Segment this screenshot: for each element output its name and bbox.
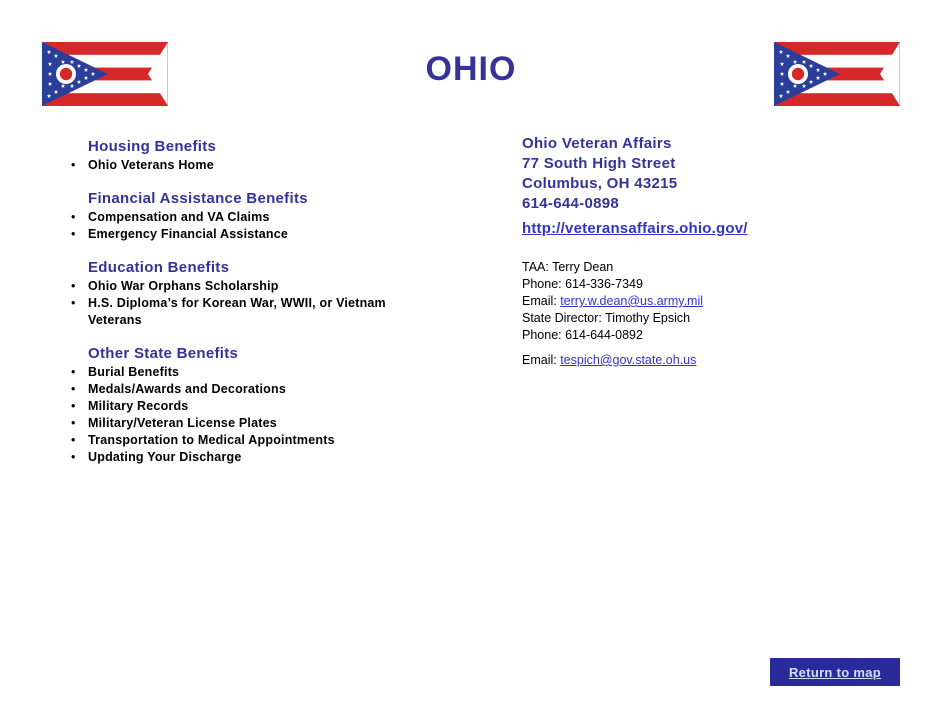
list-item: • Medals/Awards and Decorations [70, 381, 490, 398]
list-item: • Military Records [70, 398, 490, 415]
agency-column [522, 134, 882, 369]
section-heading: Other State Benefits [88, 345, 239, 362]
agency-street: 77 South High Street [522, 155, 676, 172]
taa-name: TAA: Terry Dean [522, 260, 614, 274]
email-label: Email: [522, 353, 561, 367]
agency-city: Columbus, OH 43215 [522, 175, 678, 192]
taa-email-link[interactable]: terry.w.dean@us.army.mil [560, 294, 704, 308]
list-item: • Ohio Veterans Home [70, 157, 490, 174]
email-label: Email: [522, 294, 561, 308]
agency-name: Ohio Veteran Affairs [522, 135, 672, 152]
section-heading: Education Benefits [88, 259, 230, 276]
section-financial [70, 190, 490, 243]
benefits-column [70, 138, 490, 482]
section-heading: Housing Benefits [88, 138, 217, 155]
section-other [70, 345, 490, 466]
page-title: OHIO [425, 50, 517, 88]
agency-website-link[interactable]: http://veteransaffairs.ohio.gov/ [522, 220, 748, 237]
list-item: • Military/Veteran License Plates [70, 415, 490, 432]
taa-email-line [522, 293, 882, 310]
benefit-list [70, 209, 490, 243]
taa-phone: Phone: 614-336-7349 [522, 277, 643, 291]
list-item: • Burial Benefits [70, 364, 490, 381]
benefit-list [70, 278, 490, 329]
section-heading: Financial Assistance Benefits [88, 190, 308, 207]
list-item: • Transportation to Medical Appointments [70, 432, 490, 449]
list-item: • Compensation and VA Claims [70, 209, 490, 226]
return-to-map-button[interactable]: Return to map [770, 658, 900, 686]
list-item: • Ohio War Orphans Scholarship [70, 278, 490, 295]
section-housing [70, 138, 490, 174]
benefit-list [70, 364, 490, 466]
list-item: • H.S. Diploma’s for Korean War, WWII, or Vietnam Veterans [70, 295, 408, 329]
section-education [70, 259, 490, 329]
director-phone: Phone: 614-644-0892 [522, 328, 643, 342]
director-email-link[interactable]: tespich@gov.state.oh.us [560, 353, 697, 367]
agency-phone: 614-644-0898 [522, 195, 620, 212]
director-name: State Director: Timothy Epsich [522, 311, 691, 325]
list-item: • Updating Your Discharge [70, 449, 490, 466]
contact-block [522, 259, 882, 369]
benefit-list [70, 157, 490, 174]
director-email-line [522, 352, 882, 369]
list-item: • Emergency Financial Assistance [70, 226, 490, 243]
